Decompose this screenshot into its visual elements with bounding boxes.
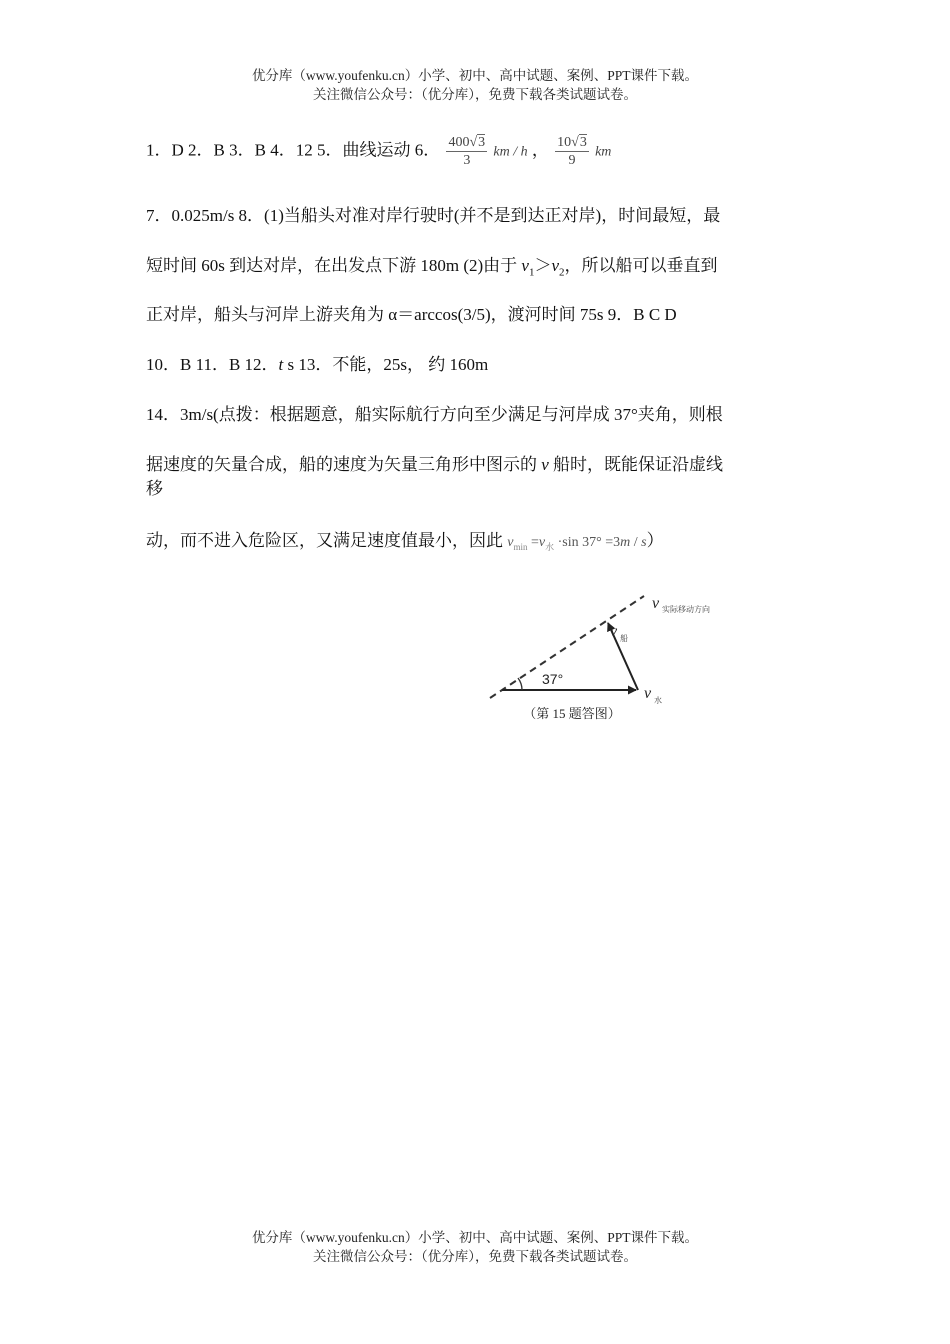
answers-1-to-6-text: 1．D 2．B 3．B 4．12 5．曲线运动 6．	[146, 140, 441, 160]
angle-arc	[518, 678, 522, 690]
vector-triangle-diagram	[484, 586, 744, 726]
answers-line-8: 动，而不进入危险区，又满足速度值最小，因此 $v_{min} =v_水 \cdot\sin$ 37° =3m / s）	[146, 531, 664, 552]
fraction-distance: $\frac{10√3}{9}$	[557, 135, 587, 168]
actual-velocity-subscript: 实际移动方向	[662, 605, 710, 614]
fraction-speed: $\frac{400√3}{3}$	[448, 135, 486, 168]
answers-line-2: 7．0.025m/s 8．(1)当船头对准对岸行驶时(并不是到达正对岸)，时间最短，最	[146, 206, 721, 225]
water-velocity-label: v	[644, 685, 652, 702]
page-header	[0, 66, 950, 104]
figure-caption: （第 15 题答图）	[523, 706, 621, 721]
header-line-2: 关注微信公众号：（优分库），免费下载各类试题试卷。	[313, 87, 637, 102]
actual-direction-dashed-line	[490, 596, 644, 698]
answers-line-7-wrap: 移	[146, 479, 163, 498]
boat-velocity-subscript: 船	[620, 634, 628, 643]
answers-line-1: 1．D 2．B 3．B 4．12 5．曲线运动 6． $\frac{400√3}{3}$ km / h ， $\frac{10√3}{9}$ km	[146, 135, 612, 168]
header-line-1: 优分库（www.youfenku.cn）小学、初中、高中试题、案例、PPT课件下载。	[251, 68, 699, 83]
footer-line-2: 关注微信公众号：（优分库），免费下载各类试题试卷。	[313, 1249, 637, 1264]
actual-velocity-label: v	[652, 595, 660, 612]
unit-km: km	[595, 144, 612, 160]
answers-line-7: 据速度的矢量合成，船的速度为矢量三角形中图示的 v 船时，既能保证沿虚线	[146, 455, 724, 474]
water-velocity-subscript: 水	[654, 696, 662, 705]
boat-velocity-label: v	[610, 623, 618, 640]
vmin-equation: $v_{min} =v_水 \cdot\sin$ 37° =3m / s	[507, 535, 647, 552]
footer-line-1: 优分库（www.youfenku.cn）小学、初中、高中试题、案例、PPT课件下载。	[251, 1230, 699, 1245]
unit-km-per-h: km / h	[493, 144, 528, 160]
angle-label: 37°	[542, 671, 564, 687]
answers-line-6: 14．3m/s(点拨：根据题意，船实际航行方向至少满足与河岸成 37°夹角，则根	[146, 405, 723, 424]
page-footer	[0, 1228, 950, 1266]
answers-line-3: 短时间 60s 到达对岸，在出发点下游 180m (2)由于 $v_1>v_2$，所以船可以垂直到	[146, 256, 718, 279]
answers-line-4: 正对岸，船头与河岸上游夹角为 α＝arccos(3/5)，渡河时间 75s 9．B C D	[146, 305, 677, 324]
answers-line-5: 10．B 11．B 12．t s 13．不能，25s， 约 160m	[146, 355, 489, 374]
